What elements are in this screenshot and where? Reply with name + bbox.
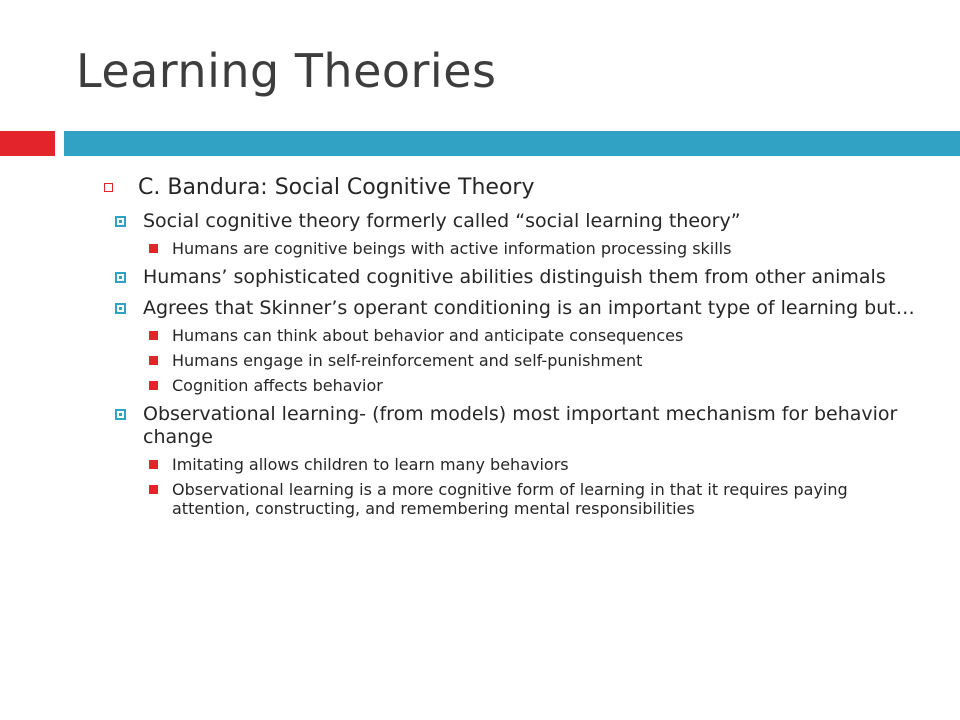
filled-square-bullet-icon xyxy=(149,460,158,469)
filled-square-bullet-icon xyxy=(149,331,158,340)
bullet-level3 xyxy=(172,480,920,518)
bullet-text: Imitating allows children to learn many behaviors xyxy=(172,455,569,474)
accent-bar-teal xyxy=(64,131,960,156)
filled-square-bullet-icon xyxy=(149,244,158,253)
bullet-text: Humans’ sophisticated cognitive abilities distinguish them from other animals xyxy=(143,266,886,288)
bullet-text: Humans are cognitive beings with active information processing skills xyxy=(172,239,732,258)
bullet-text: Observational learning- (from models) most important mechanism for behavior change xyxy=(143,403,898,448)
bullet-text: Agrees that Skinner’s operant conditioning is an important type of learning but… xyxy=(143,297,915,319)
bullet-text: Cognition affects behavior xyxy=(172,376,383,395)
bullet-text: C. Bandura: Social Cognitive Theory xyxy=(138,175,535,200)
bullet-level2 xyxy=(143,266,932,289)
square-dot-bullet-icon xyxy=(115,303,126,314)
slide-body xyxy=(0,168,960,518)
square-dot-bullet-icon xyxy=(115,216,126,227)
filled-square-bullet-icon xyxy=(149,356,158,365)
filled-square-bullet-icon xyxy=(149,381,158,390)
bullet-text: Observational learning is a more cognitive form of learning in that it requires paying attention, constructing, and remembering mental responsibilities xyxy=(172,480,848,518)
bullet-text: Humans engage in self-reinforcement and self-punishment xyxy=(172,351,643,370)
bullet-level2 xyxy=(143,210,932,233)
hollow-square-bullet-icon xyxy=(104,183,113,192)
bullet-level2 xyxy=(143,297,932,320)
bullet-level3 xyxy=(172,326,920,345)
bullet-level3 xyxy=(172,455,920,474)
bullet-level2 xyxy=(143,403,932,449)
square-dot-bullet-icon xyxy=(115,409,126,420)
square-dot-bullet-icon xyxy=(115,272,126,283)
slide-title: Learning Theories xyxy=(76,44,497,98)
bullet-level3 xyxy=(172,351,920,370)
bullet-level3 xyxy=(172,376,920,395)
bullet-text: Humans can think about behavior and anticipate consequences xyxy=(172,326,684,345)
bullet-text: Social cognitive theory formerly called “social learning theory” xyxy=(143,210,741,232)
filled-square-bullet-icon xyxy=(149,485,158,494)
bullet-level1 xyxy=(138,174,930,202)
bullet-level3 xyxy=(172,239,920,258)
accent-bar-red xyxy=(0,131,55,156)
